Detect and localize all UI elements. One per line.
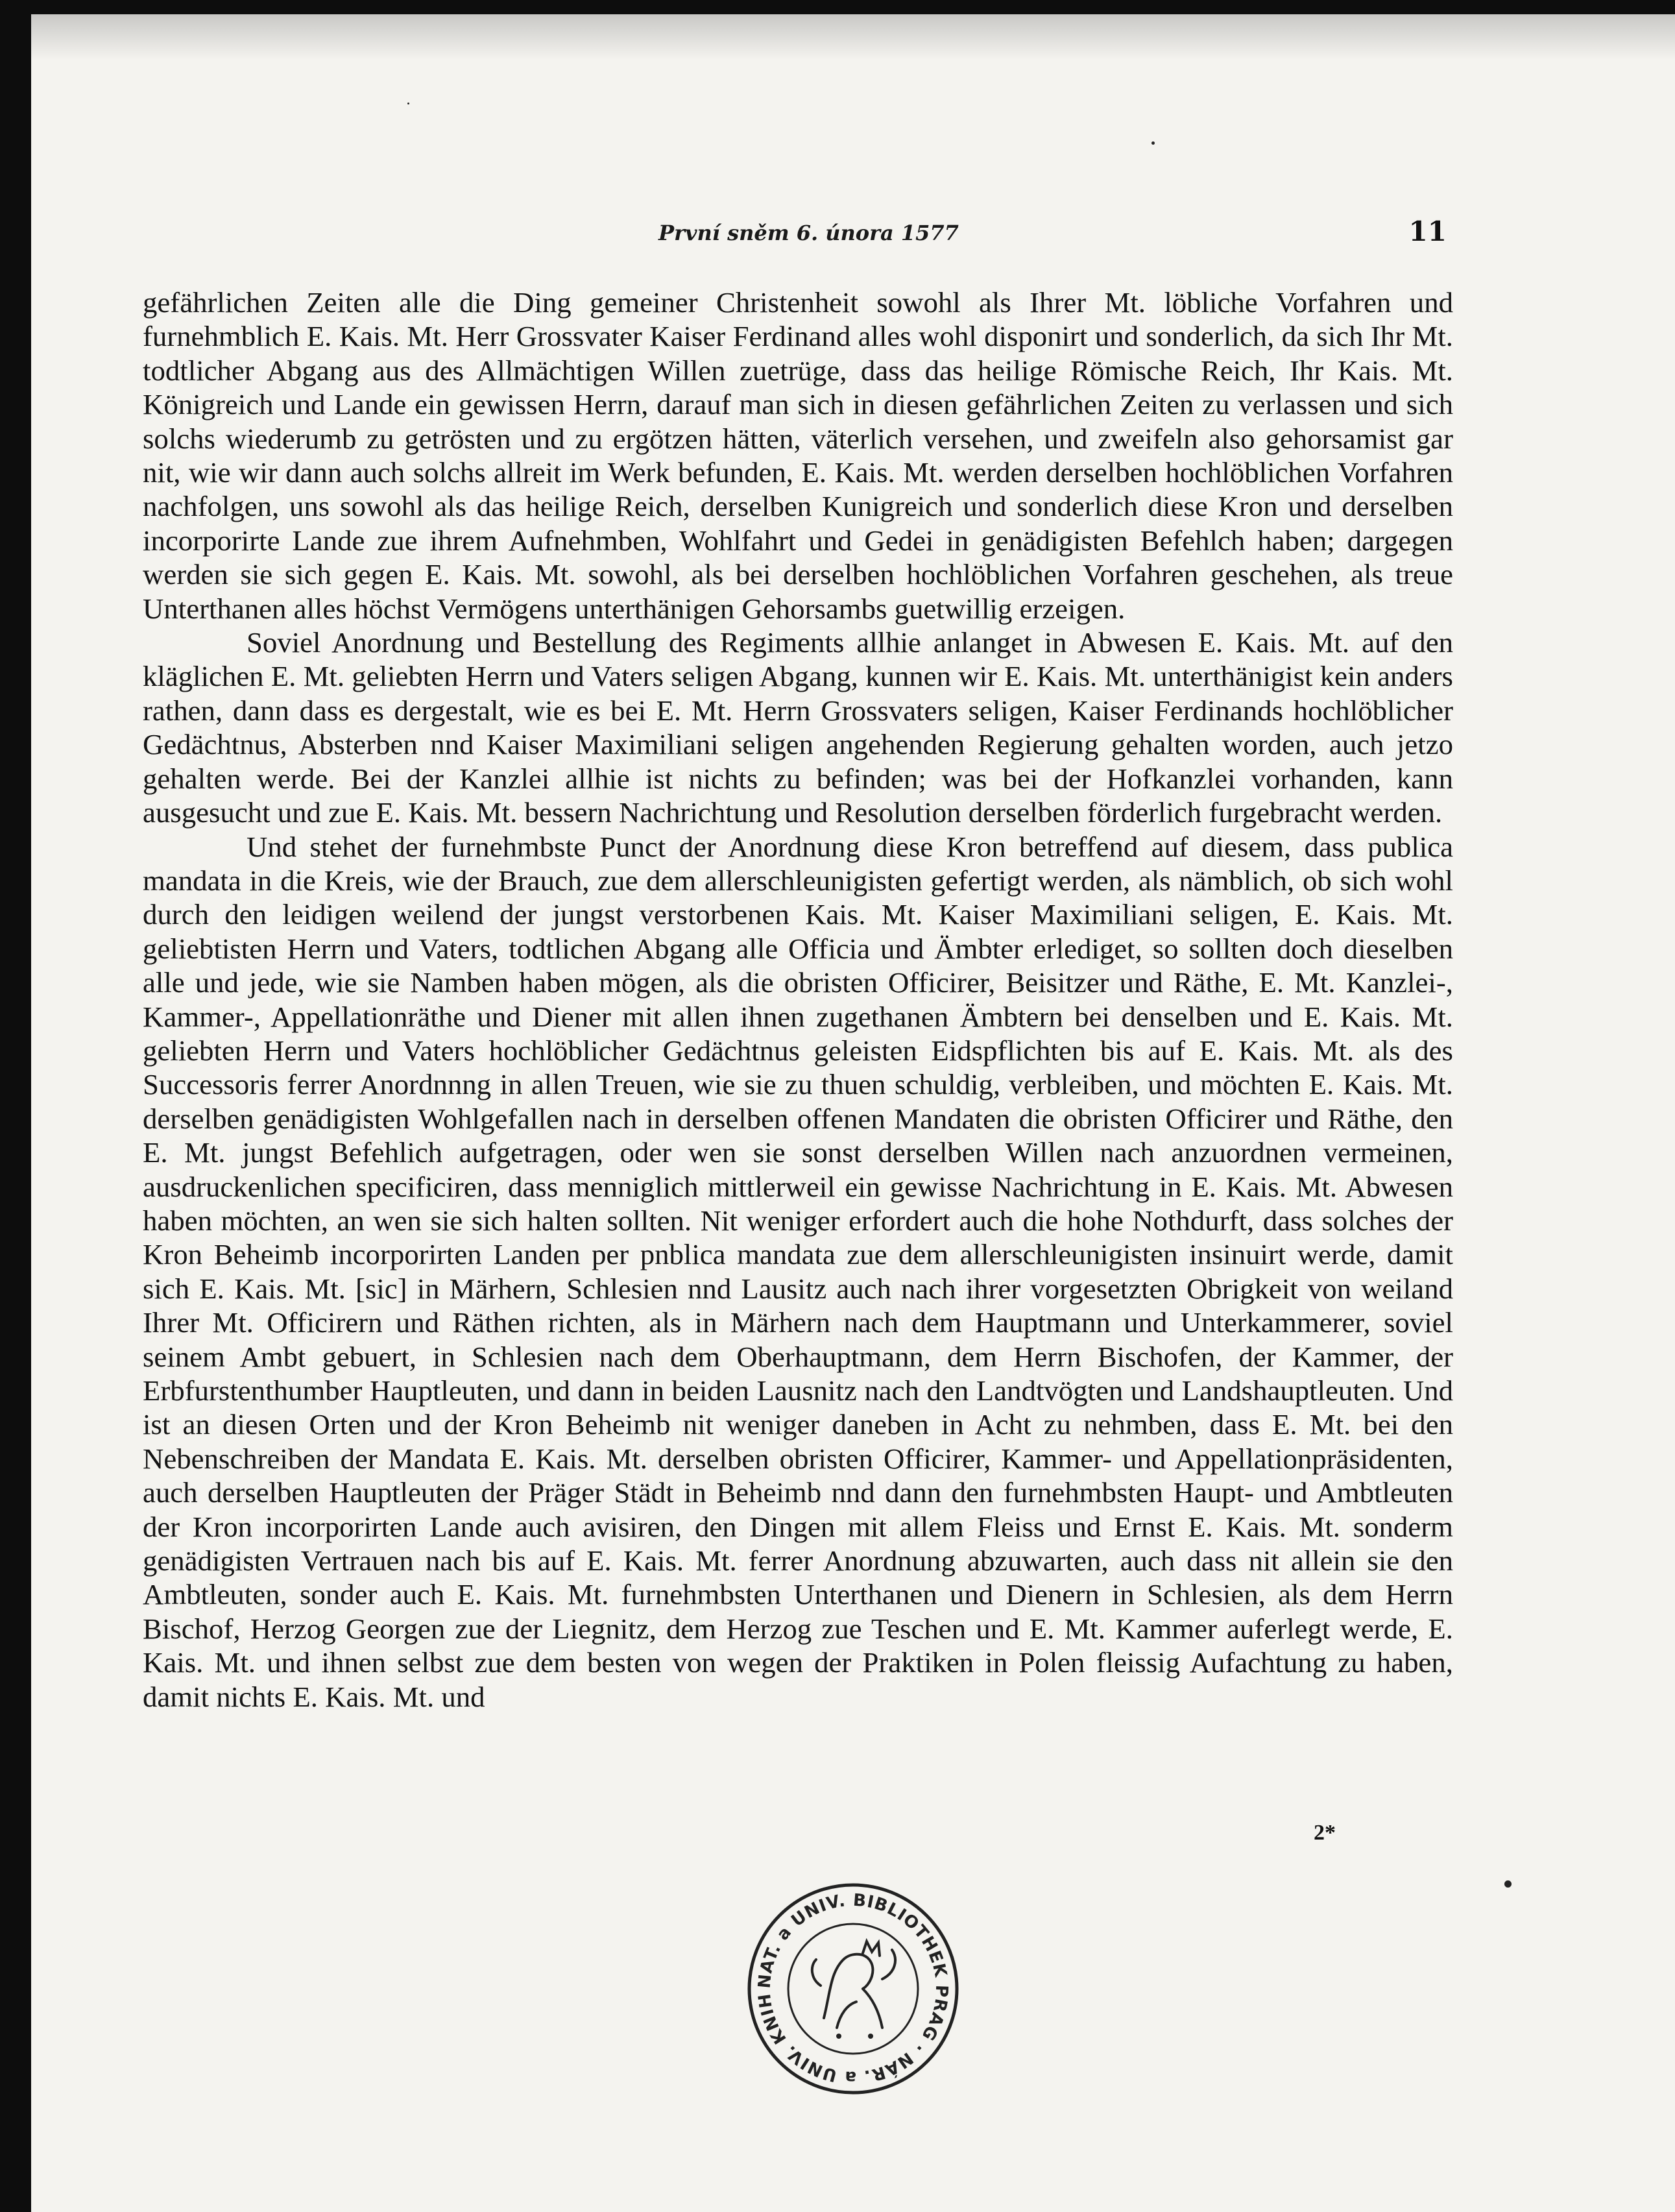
paper-speck	[1151, 141, 1155, 145]
paper-speck	[407, 103, 409, 104]
paragraph: Und stehet der furnehmbste Punct der Anordnung diese Kron betreffend auf diesem, dass publica mandata in die Kreis, wie der Brauch, zue dem allerschleunigisten gefertigt werden, als nämblich, ob sich wohl durch den leidigen weilend der jungst verstorbenen Kais. Mt. Kaiser Maximiliani seligen, E. Kais. Mt. geliebtisten Herrn und Vaters, todtlichen Abgang alle Officia und Ämbter erlediget, so sollten doch dieselben alle und jede, wie sie Namben haben mögen, als die obristen Officirer, Beisitzer und Räthe, E. Mt. Kanzlei-, Kammer-, Appellationräthe und Diener mit allen ihnen zugethanen Ämbtern bei denselben und E. Kais. Mt. geliebten Herrn und Vaters hochlöblicher Gedächtnus geleisten Eidspflichten bis auf E. Kais. Mt. als des Successoris ferrer Anordnnng in allen Treuen, wie sie zu thuen schuldig, verbleiben, und möchten E. Kais. Mt. derselben genädigisten Wohlgefallen nach in derselben offenen Mandaten die obristen Officirer und Räthe, den E. Mt. jungst Befehlich aufgetragen, oder wen sie sonst derselben Willen nach anzuordnen vermeinen, ausdruckenlichen specificiren, dass menniglich mittlerweil ein gewisse Nachrichtung in E. Kais. Mt. Abwesen haben möchten, an wen sie sich halten sollten. Nit weniger erfordert auch die hohe Nothdurft, dass solches der Kron Beheimb incorporirten Landen per pnblica mandata zue dem allerschleunigisten insinuirt werde, damit sich E. Kais. Mt. [sic] in Märhern, Schlesien nnd Lausitz auch nach ihrer vorgesetzten Obrigkeit von weiland Ihrer Mt. Officirern und Räthen richten, als in Märhern nach dem Hauptmann und Unterkammerer, soviel seinem Ambt gebuert, in Schlesien nach dem Oberhauptmann, dem Herrn Bischofen, der Kammer, der Erbfurstenthumber Hauptleuten, und dann in beiden Lausnitz nach den Landtvögten und Landshauptleuten. Und ist an diesen Orten und der Kron Beheimb nit weniger daneben in Acht zu nehmben, dass E. Mt. bei den Nebenschreiben der Mandata E. Kais. Mt. derselben obristen Officirer, Kammer- und Appellationpräsidenten, auch derselben Hauptleuten der Präger Städt in Beheimb nnd dann den furnehmbsten Haupt- und Ambtleuten der Kron incorporirten Lande auch avisiren, den Dingen mit allem Fleiss und Ernst E. Kais. Mt. sonderm genädigisten Vertrauen nach bis auf E. Kais. Mt. ferrer Anordnung abzuwarten, auch dass nit allein sie den Ambtleuten, sonder auch E. Kais. Mt. furnehmbsten Unterthanen und Dienern in Schlesien, als dem Herrn Bischof, Herzog Georgen zue der Liegnitz, dem Herzog zue Teschen und E. Mt. Kammer auferlegt werde, E. Kais. Mt. und ihnen selbst zue dem besten von wegen der Praktiken in Polen fleissig Aufachtung zu haben, damit nichts E. Kais. Mt. und	[143, 830, 1453, 1713]
page-number: 11	[1408, 215, 1447, 247]
running-header	[143, 212, 1447, 263]
library-stamp	[733, 1869, 973, 2109]
signature-mark: 2*	[1314, 1821, 1336, 1845]
paragraph: gefährlichen Zeiten alle die Ding gemeiner Christenheit sowohl als Ihrer Mt. löbliche Vorfahren und furnehmblich E. Kais. Mt. Herr Grossvater Kaiser Ferdinand alles wohl disponirt und sonderlich, da sich Ihr Mt. todtlicher Abgang aus des Allmächtigen Willen zuetrüge, dass das heilige Römische Reich, Ihr Kais. Mt. Königreich und Lande ein gewissen Herrn, darauf man sich in diesen gefährlichen Zeiten zu verlassen und sich solchs wiederumb zu getrösten und zu ergötzen hätten, väterlich versehen, und zweifeln also gehorsamist gar nit, wie wir dann auch solchs allreit im Werk befunden, E. Kais. Mt. werden derselben hochlöblichen Vorfahren nachfolgen, uns sowohl als das heilige Reich, derselben Kunigreich und sonderlich diese Kron und derselben incorporirte Lande zue ihrem Aufnehmben, Wohlfahrt und Gedei in genädigisten Befehlch haben; dargegen werden sie sich gegen E. Kais. Mt. sowohl, als bei derselben hochlöblichen Vorfahren geschehen, als treue Unterthanen alles höchst Vermögens unterthänigen Gehorsambs guetwillig erzeigen.	[143, 286, 1453, 625]
body-text	[143, 286, 1453, 1714]
running-title: První sněm 6. února 1577	[658, 221, 959, 245]
paragraph: Soviel Anordnung und Bestellung des Regiments allhie anlanget in Abwesen E. Kais. Mt. auf den kläglichen E. Mt. geliebten Herrn und Vaters seligen Abgang, kunnen wir E. Kais. Mt. unterthänigist kein anders rathen, dann dass es dergestalt, wie es bei E. Mt. Herrn Grossvaters seligen, Kaiser Ferdinands hochlöblicher Gedächtnus, Absterben nnd Kaiser Maximiliani seligen angehenden Regierung gehalten worden, auch jetzo gehalten werde. Bei der Kanzlei allhie ist nichts zu befinden; was bei der Hofkanzlei vorhanden, kann ausgesucht und zue E. Kais. Mt. bessern Nachrichtung und Resolution derselben förderlich furgebracht werden.	[143, 626, 1453, 829]
library-stamp-icon	[733, 1869, 973, 2109]
paper-speck	[1504, 1880, 1512, 1888]
svg-text:NAT. a UNIV. BIBLIOTHEK PRAG ·: NAT. a UNIV. BIBLIOTHEK PRAG · NÁR. a UNIV. KNIH	[754, 1890, 952, 2087]
